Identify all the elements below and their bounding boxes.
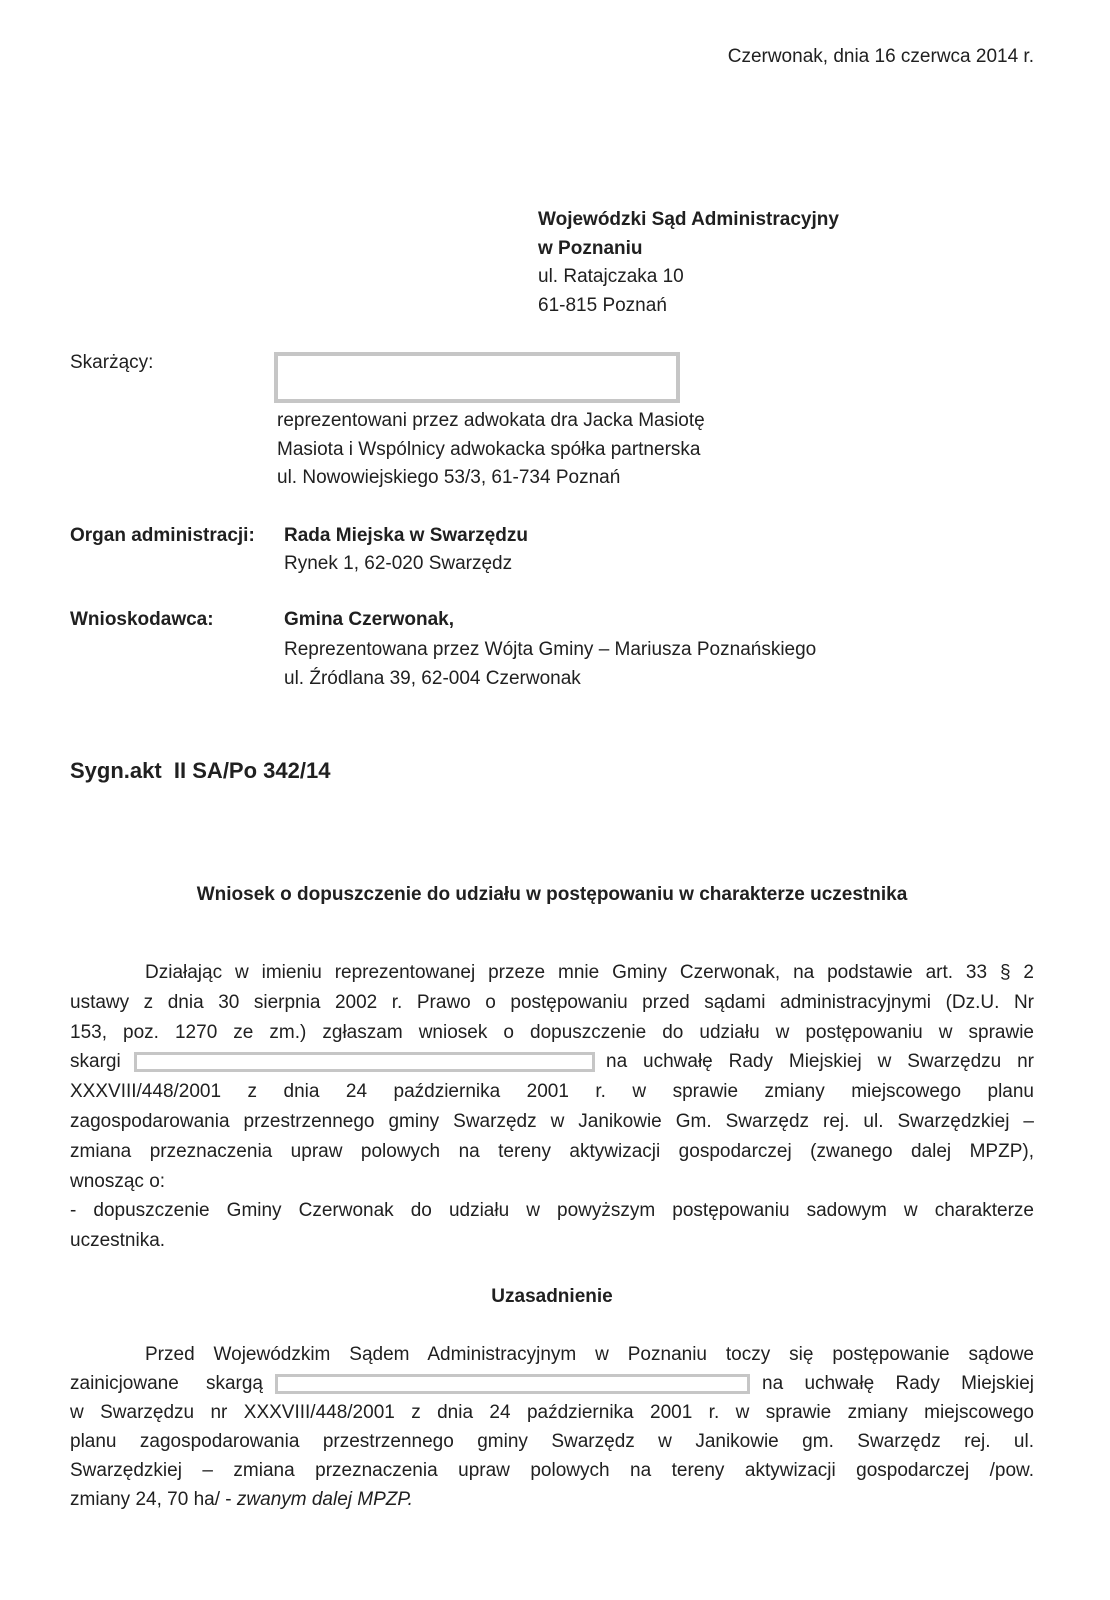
line-segment-after: na uchwałę Rady Miejskiej w Swarzędzu nr xyxy=(606,1051,1034,1073)
representation-line: ul. Nowowiejskiego 53/3, 61-734 Poznań xyxy=(277,467,621,488)
applicant-address: ul. Źródlana 39, 62-004 Czerwonak xyxy=(284,668,581,689)
addressee-name-line-1: Wojewódzki Sąd Administracyjny xyxy=(538,209,839,230)
request-title: Wniosek o dopuszczenie do udziału w postępowaniu w charakterze uczestnika xyxy=(196,884,908,905)
paragraph-line: zagospodarowania przestrzennego gminy Swarzędz w Janikowie Gm. Swarzędz rej. ul. Swarzędzkiej – xyxy=(70,1110,1034,1132)
authority-name: Rada Miejska w Swarzędzu xyxy=(284,525,528,546)
applicant-block xyxy=(284,605,816,694)
paragraph-line: 153, poz. 1270 ze zm.) zgłaszam wniosek o dopuszczenie do udziału w postępowaniu w sprawie xyxy=(70,1021,1034,1043)
redaction-box xyxy=(134,1052,595,1072)
complainant-representation xyxy=(277,407,705,493)
authority-address: Rynek 1, 62-020 Swarzędz xyxy=(284,553,513,574)
complainant-redaction-box xyxy=(274,352,680,403)
applicant-representative: Reprezentowana przez Wójta Gminy – Mariusza Poznańskiego xyxy=(284,638,817,660)
justification-paragraph xyxy=(70,1340,1034,1514)
applicant-name: Gmina Czerwonak, xyxy=(284,609,454,630)
authority-label: Organ administracji: xyxy=(70,525,255,546)
applicant-label: Wnioskodawca: xyxy=(70,609,214,630)
paragraph-line: planu zagospodarowania przestrzennego gminy Swarzędz w Janikowie gm. Swarzędz rej. ul. xyxy=(70,1431,1034,1452)
line-text: zmiany 24, 70 ha/ - xyxy=(70,1489,232,1510)
place-and-date: Czerwonak, dnia 16 czerwca 2014 r. xyxy=(727,46,1034,67)
paragraph-line: ustawy z dnia 30 sierpnia 2002 r. Prawo o postępowaniu przed sądami administracyjnymi (Dz.U. Nr xyxy=(70,991,1034,1013)
representation-line: reprezentowani przez adwokata dra Jacka Masiotę xyxy=(277,410,705,431)
paragraph-line: w Swarzędzu nr XXXVIII/448/2001 z dnia 24 października 2001 r. w sprawie zmiany miejscowego xyxy=(70,1402,1034,1423)
line-segment-before: zainicjowane skargą xyxy=(70,1373,263,1394)
addressee-block xyxy=(538,206,839,321)
authority-block xyxy=(284,522,528,578)
line-text-italic: zwanym dalej MPZP. xyxy=(236,1489,413,1510)
paragraph-line: Przed Wojewódzkim Sądem Administracyjnym w Poznaniu toczy się postępowanie sądowe xyxy=(145,1344,1034,1365)
paragraph-line-last xyxy=(70,1485,1034,1514)
request-paragraph xyxy=(70,958,1034,1256)
paragraph-line: wnosząc o: xyxy=(70,1170,166,1192)
paragraph-line: uczestnika. xyxy=(70,1230,166,1252)
justification-heading: Uzasadnienie xyxy=(491,1286,613,1307)
paragraph-line: zmiana przeznaczenia upraw polowych na tereny aktywizacji gospodarczej (zwanego dalej MPZP), xyxy=(70,1140,1034,1162)
redaction-box xyxy=(275,1374,750,1394)
paragraph-line: Swarzędzkiej – zmiana przeznaczenia upraw polowych na tereny aktywizacji gospodarczej /pow. xyxy=(70,1460,1034,1481)
paragraph-line: Działając w imieniu reprezentowanej przeze mnie Gminy Czerwonak, na podstawie art. 33 § 2 xyxy=(145,962,1034,983)
paragraph-line-redacted xyxy=(70,1047,1034,1077)
paragraph-line-redacted xyxy=(70,1369,1034,1398)
line-segment-before: skargi xyxy=(70,1051,121,1073)
line-segment-after: na uchwałę Rady Miejskiej xyxy=(762,1373,1034,1394)
representation-line: Masiota i Wspólnicy adwokacka spółka partnerska xyxy=(277,438,701,460)
addressee-street: ul. Ratajczaka 10 xyxy=(538,266,684,288)
paragraph-line: - dopuszczenie Gminy Czerwonak do udziału w powyższym postępowaniu sadowym w charakterze xyxy=(70,1200,1034,1222)
addressee-postal-city: 61-815 Poznań xyxy=(538,295,667,317)
addressee-name-line-2: w Poznaniu xyxy=(538,237,643,259)
case-number: Sygn.akt II SA/Po 342/14 xyxy=(70,758,331,783)
complainant-label: Skarżący: xyxy=(70,352,154,373)
paragraph-line: XXXVIII/448/2001 z dnia 24 października 2001 r. w sprawie zmiany miejscowego planu xyxy=(70,1081,1034,1103)
